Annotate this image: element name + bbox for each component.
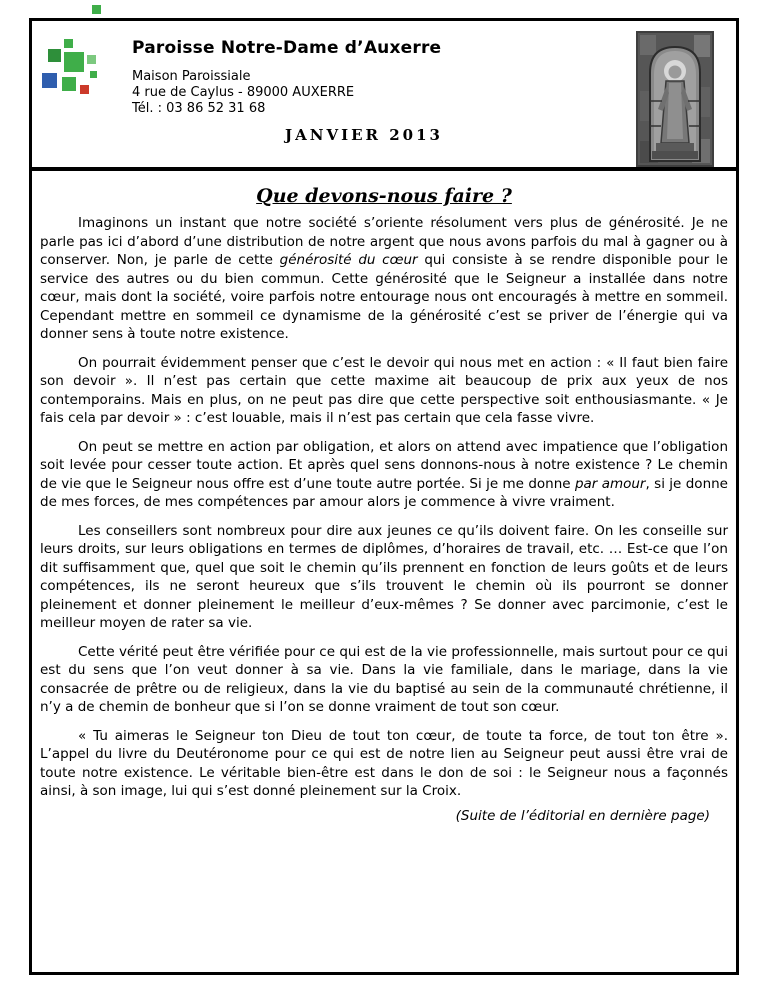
continuation-note: (Suite de l’éditorial en dernière page) [455,807,710,824]
article-body [40,214,728,801]
header-text-block [132,21,596,144]
address-line: 4 rue de Caylus - 89000 AUXERRE [132,85,355,100]
paragraph: On peut se mettre en action par obligation, et alors on attend avec impatience que l’obligation soit levée pour cesser toute action. Et après quel sens donnons-nous à notre existence ? Le chemin de vie que le Seigneur nous offre est d’une toute autre portée. Si je me donne par amour, si je donne de mes forces, de mes compétences par amour alors je commence à vivre vraiment. [40,438,728,510]
paragraph: Les conseillers sont nombreux pour dire aux jeunes ce qu’ils doivent faire. On les conseille sur leurs droits, sur leurs obligations en termes de diplômes, d’horaires de travail, etc. … Est-ce que l’on dit suffisamment que, quel que soit le chemin qu’ils prennent en fonction de leurs goûts et de leurs compétences, ils ne seront heureux que s’ils trouvent le chemin où ils pourront se donner pleinement et donner pleinement le meilleur d’eux-mêmes ? Se donner avec parcimonie, c’est le meilleur moyen de rater sa vie. [40,522,728,631]
issue-date: JANVIER 2013 [285,126,443,144]
logo-square [62,77,76,91]
parish-logo-icon [40,39,104,101]
logo-square [48,49,61,62]
paragraph: « Tu aimeras le Seigneur ton Dieu de tout ton cœur, de toute ta force, de tout ton être ». L’appel du livre du Deutéronome pour ce qui est de notre lien au Seigneur peut aussi être vrai de toute notre existence. Le véritable bien-être est dans le don de soi : le Seigneur nous a façonnés ainsi, à son image, lui qui s’est donné pleinement sur la Croix. [40,727,728,799]
newsletter-page [29,18,739,975]
logo-square [42,73,57,88]
newsletter-header [32,21,736,171]
logo-square [80,85,89,94]
paragraph: Imaginons un instant que notre société s’oriente résolument vers plus de générosité. Je ne parle pas ici d’abord d’une distribution de notre argent que nous avons parfois du mal à gagner ou à conserver. Non, je parle de cette générosité du cœur qui consiste à se rendre disponible pour le service des autres ou du bien commun. Cette générosité que le Seigneur a installée dans notre cœur, mais dont la société, voire parfois notre entourage nous ont encouragés à mettre en sommeil. Cependant mettre en sommeil ce dynamisme de la générosité c’est se priver de l’énergie qui va donner sens à toute notre existence. [40,215,728,342]
logo-square [64,39,73,48]
editorial-article [32,171,736,824]
address-line: Maison Paroissiale [132,69,251,84]
address-line: Tél. : 03 86 52 31 68 [132,101,266,116]
logo-square [87,55,96,64]
stained-glass-window-image [636,31,714,167]
logo-square [64,52,84,72]
article-title: Que devons-nous faire ? [256,185,512,207]
logo-square [90,71,97,78]
paragraph: On pourrait évidemment penser que c’est le devoir qui nous met en action : « Il faut bien faire son devoir ». Il n’est pas certain que cette maxime ait beaucoup de prix aux yeux de nos contemporains. Mais en plus, on ne peut pas dire que cette perspective soit enthousiasmante. « Je fais cela par devoir » : c’est louable, mais il n’est pas certain que cela fasse vivre. [40,354,728,426]
paragraph: Cette vérité peut être vérifiée pour ce qui est de la vie professionnelle, mais surtout pour ce qui est du sens que l’on veut donner à sa vie. Dans la vie familiale, dans le mariage, dans la vie consacrée de prêtre ou de religieux, dans la vie du baptisé au sein de la communauté chrétienne, il n’y a de chemin de bonheur que si l’on se donne vraiment de tout son cœur. [40,643,728,715]
parish-address [132,69,596,117]
logo-floating-square-icon [92,5,101,14]
parish-name: Paroisse Notre-Dame d’Auxerre [132,38,442,58]
